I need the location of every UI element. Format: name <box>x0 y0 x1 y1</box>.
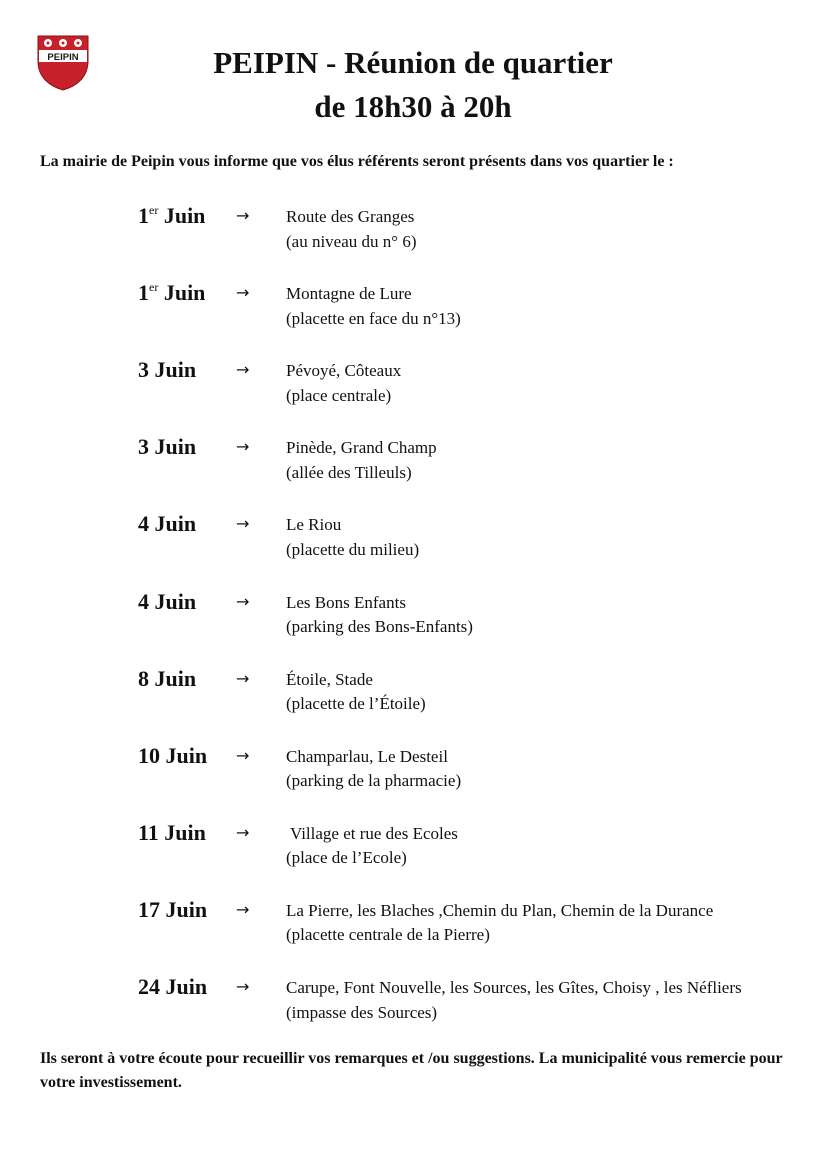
location-detail: (au niveau du n° 6) <box>286 231 417 251</box>
day-ordinal-suffix: er <box>149 280 159 295</box>
meeting-date <box>138 203 205 229</box>
schedule-entry <box>0 820 826 880</box>
right-arrow-icon: → <box>236 360 250 380</box>
meeting-month: Juin <box>154 588 197 614</box>
meeting-month: Juin <box>154 357 197 383</box>
meeting-location <box>286 513 419 562</box>
location-detail: (parking de la pharmacie) <box>286 771 462 791</box>
meeting-date <box>138 357 196 383</box>
meeting-month: Juin <box>165 896 208 922</box>
location-name: Le Riou <box>286 515 342 535</box>
schedule-entry <box>0 357 826 417</box>
meeting-month: Juin <box>163 203 206 228</box>
meeting-date <box>138 666 196 692</box>
meeting-date <box>138 974 207 1000</box>
meeting-day: 24 <box>138 974 160 999</box>
location-detail: (allée des Tilleuls) <box>286 462 412 482</box>
location-name: Pinède, Grand Champ <box>286 438 437 458</box>
right-arrow-icon: → <box>236 283 250 303</box>
location-name: Champarlau, Le Desteil <box>286 746 448 766</box>
meeting-month: Juin <box>164 819 206 845</box>
meeting-day: 11 <box>138 819 159 845</box>
meeting-day: 4 <box>138 511 149 537</box>
right-arrow-icon: → <box>236 822 250 842</box>
meeting-location <box>286 205 416 254</box>
closing-text: Ils seront à votre écoute pour recueillir vos remarques et /ou suggestions. La municipalité vous remercie pour votre investissement. <box>40 1050 783 1091</box>
schedule-entry <box>0 743 826 803</box>
meeting-date <box>138 820 206 846</box>
location-name: Montagne de Lure <box>286 284 412 304</box>
meeting-location <box>286 282 461 331</box>
meeting-month: Juin <box>154 511 197 537</box>
schedule-entry <box>0 434 826 494</box>
location-detail: (parking des Bons-Enfants) <box>286 617 473 636</box>
right-arrow-icon: → <box>236 745 250 765</box>
logo-text: PEIPIN <box>47 52 79 63</box>
location-detail: (placette du milieu) <box>286 539 420 559</box>
meeting-location <box>286 359 401 408</box>
meeting-location <box>286 976 742 1025</box>
location-detail: (place de l’Ecole) <box>286 848 407 868</box>
meeting-day: 1 <box>138 280 149 306</box>
day-ordinal-suffix: er <box>149 203 159 217</box>
schedule-entry <box>0 589 826 649</box>
location-name: La Pierre, les Blaches ,Chemin du Plan, Chemin de la Durance <box>286 900 714 920</box>
meeting-day: 10 <box>138 742 160 768</box>
meeting-month: Juin <box>154 665 197 691</box>
meeting-day: 4 <box>138 588 149 614</box>
meeting-location <box>286 668 426 717</box>
location-detail: (placette centrale de la Pierre) <box>286 925 490 945</box>
meeting-location <box>286 591 473 640</box>
meeting-day: 17 <box>138 896 160 922</box>
right-arrow-icon: → <box>236 514 250 534</box>
meeting-day: 8 <box>138 665 149 691</box>
location-name: Village et rue des Ecoles <box>286 823 458 843</box>
meeting-month: Juin <box>163 280 206 306</box>
right-arrow-icon: → <box>236 899 250 919</box>
location-detail: (placette en face du n°13) <box>286 308 461 328</box>
schedule-entry <box>0 897 826 957</box>
location-detail: (placette de l’Étoile) <box>286 694 426 714</box>
meeting-location <box>286 899 713 948</box>
right-arrow-icon: → <box>236 206 250 225</box>
meeting-day: 3 <box>138 434 149 460</box>
page-title: PEIPIN - Réunion de quartier <box>213 45 613 80</box>
location-name: Route des Granges <box>286 207 415 226</box>
schedule-entry <box>0 203 826 263</box>
meeting-date <box>138 743 207 769</box>
schedule-entry <box>0 666 826 726</box>
right-arrow-icon: → <box>236 591 250 611</box>
right-arrow-icon: → <box>236 977 250 996</box>
schedule-entry <box>0 280 826 340</box>
schedule-entry <box>0 511 826 571</box>
meeting-date <box>138 434 196 460</box>
location-name: Carupe, Font Nouvelle, les Sources, les Gîtes, Choisy , les Néfliers <box>286 978 742 997</box>
meeting-date <box>138 511 196 537</box>
location-detail: (impasse des Sources) <box>286 1002 438 1022</box>
schedule-entry <box>0 974 826 1034</box>
meeting-day: 3 <box>138 357 149 383</box>
meeting-date <box>138 897 207 923</box>
meeting-month: Juin <box>154 434 197 460</box>
location-name: Étoile, Stade <box>286 669 373 689</box>
meeting-location <box>286 436 437 485</box>
meeting-date <box>138 589 196 615</box>
right-arrow-icon: → <box>236 437 250 457</box>
intro-text: La mairie de Peipin vous informe que vos élus référents seront présents dans vos quartier le : <box>40 153 674 170</box>
meeting-date <box>138 280 205 306</box>
location-detail: (place centrale) <box>286 385 392 405</box>
meeting-month: Juin <box>165 974 208 999</box>
location-name: Pévoyé, Côteaux <box>286 361 402 381</box>
meeting-location <box>286 745 461 794</box>
page-subtitle-time: de 18h30 à 20h <box>314 89 512 124</box>
meeting-day: 1 <box>138 203 149 228</box>
right-arrow-icon: → <box>236 668 250 688</box>
meeting-month: Juin <box>165 742 208 768</box>
location-name: Les Bons Enfants <box>286 592 406 612</box>
meeting-location <box>286 822 458 871</box>
